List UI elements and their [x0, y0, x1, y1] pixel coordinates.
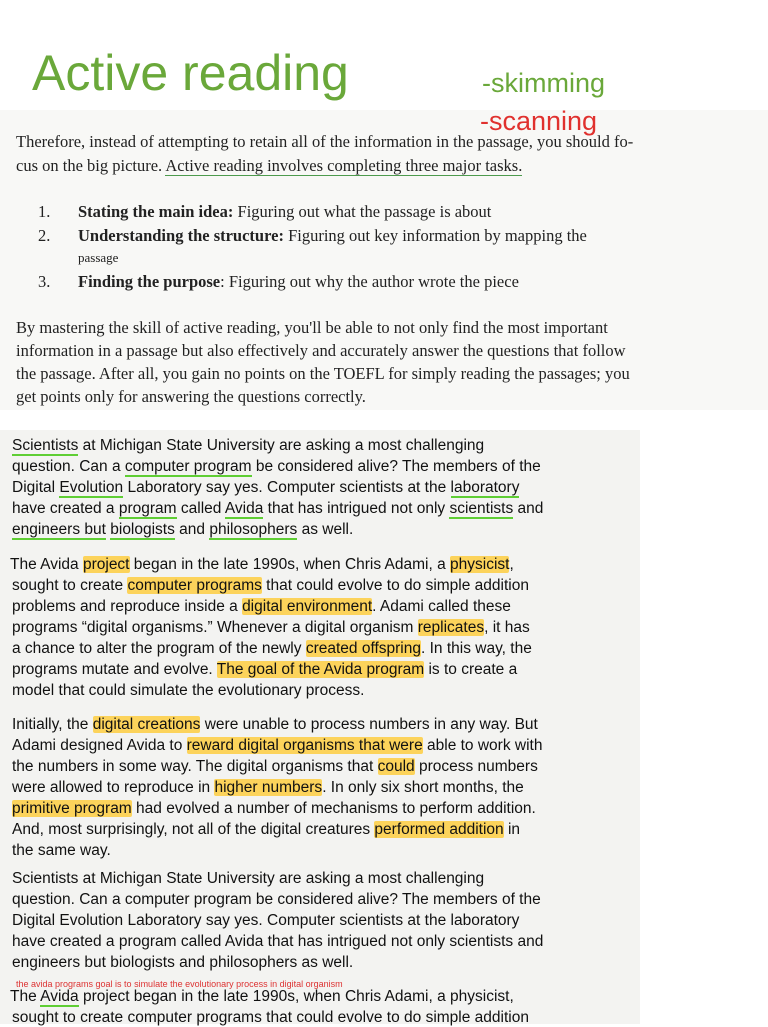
list-bold: Finding the purpose [78, 272, 221, 291]
list-item-1 [38, 202, 491, 222]
list-text: Figuring out key information by mapping the [283, 226, 587, 245]
p2-line-4: programs “digital organisms.” Whenever a digital organism replicates, it has [12, 619, 530, 636]
p4-line-2: question. Can a computer program be considered alive? The members of the [12, 891, 541, 908]
p2-line-5: a chance to alter the program of the newly created offspring. In this way, the [12, 640, 532, 657]
p1-line-5: engineers but biologists and philosophers as well. [12, 521, 354, 538]
hl-biologists: biologists [110, 521, 175, 538]
hl-higher-numbers: higher numbers [214, 779, 323, 796]
book-para-line-3: the passage. After all, you gain no points on the TOEFL for simply reading the passages; you [16, 364, 630, 383]
hl-evolution: Evolution [59, 479, 124, 496]
note-scanning: -scanning [480, 106, 598, 136]
list-item-2 [38, 226, 587, 246]
hl-philosophers: philosophers [209, 521, 298, 538]
hl-project: project [82, 556, 130, 573]
hl-performed-addition: performed addition [374, 821, 504, 838]
p4-line-5: engineers but biologists and philosophers as well. [12, 954, 354, 971]
list-bold: Understanding the structure: [78, 226, 284, 245]
list-item-3 [38, 272, 519, 292]
hl-avida-2: Avida [40, 988, 79, 1005]
hl-physicist: physicist [450, 556, 510, 573]
hl-engineers: engineers but [12, 521, 106, 538]
p1-line-3: Digital Evolution Laboratory say yes. Computer scientists at the laboratory [12, 479, 520, 496]
p3-line-3: the numbers in some way. The digital organisms that could process numbers [12, 758, 538, 775]
hl-laboratory: laboratory [450, 479, 520, 496]
list-bold: Stating the main idea: [78, 202, 234, 221]
p4-line-4: have created a program called Avida that has intrigued not only scientists and [12, 933, 544, 950]
book-para-line-4: get points only for answering the questions correctly. [16, 387, 366, 406]
list-num: 2. [38, 226, 51, 245]
hl-scientists: Scientists [12, 437, 79, 454]
p3-line-1: Initially, the digital creations were unable to process numbers in any way. But [12, 716, 538, 733]
hl-computer-program: computer program [124, 458, 252, 475]
hl-replicates: replicates [417, 619, 485, 636]
p3-line-4: were allowed to reproduce in higher numbers. In only six short months, the [12, 779, 524, 796]
hl-reward: reward digital organisms that were [186, 737, 423, 754]
p4-line-3: Digital Evolution Laboratory say yes. Computer scientists at the laboratory [12, 912, 520, 929]
book-line-2b: Active reading involves completing three major tasks. [165, 156, 523, 175]
p1-line-2: question. Can a computer program be considered alive? The members of the [12, 458, 541, 475]
book-line-2 [16, 156, 522, 176]
list-text: : Figuring out why the author wrote the piece [220, 272, 519, 291]
hl-digital-creations: digital creations [92, 716, 201, 733]
list-num: 3. [38, 272, 51, 291]
p3-line-2: Adami designed Avida to reward digital organisms that were able to work with [12, 737, 543, 754]
p2-line-2: sought to create computer programs that could evolve to do simple addition [12, 577, 529, 594]
p2-line-3: problems and reproduce inside a digital environment. Adami called these [12, 598, 511, 615]
p5-line-2: sought to create computer programs that could evolve to do simple addition [12, 1009, 529, 1026]
book-para-line-2: information in a passage but also effectively and accurately answer the questions that follow [16, 341, 626, 360]
p5-line-1: The Avida project began in the late 1990s, when Chris Adami, a physicist, [10, 988, 514, 1005]
book-line-1: Therefore, instead of attempting to retain all of the information in the passage, you should fo- [16, 132, 634, 151]
hl-digital-environment: digital environment [242, 598, 373, 615]
hl-could: could [377, 758, 415, 775]
hl-scientists-2: scientists [449, 500, 514, 517]
p2-line-1: The Avida project began in the late 1990s, when Chris Adami, a physicist, [10, 556, 514, 573]
hl-created-offspring: created offspring [305, 640, 421, 657]
book-line-2a: cus on the big picture. [16, 156, 166, 175]
book-para-line-1: By mastering the skill of active reading, you'll be able to not only find the most important [16, 318, 608, 337]
p3-line-5: primitive program had evolved a number of mechanisms to perform addition. [12, 800, 536, 817]
list-item-2-cont: passage [78, 250, 119, 265]
hl-avida: Avida [224, 500, 264, 517]
p2-line-6: programs mutate and evolve. The goal of the Avida program is to create a [12, 661, 518, 678]
p1-line-4: have created a program called Avida that has intrigued not only scientists and [12, 500, 544, 517]
hl-computer-programs: computer programs [127, 577, 262, 594]
hl-goal: The goal of the Avida program [216, 661, 425, 678]
note-skimming: -skimming [482, 68, 606, 98]
hl-program: program [118, 500, 177, 517]
p4-line-1: Scientists at Michigan State University are asking a most challenging [12, 870, 485, 887]
p3-line-6: And, most surprisingly, not all of the digital creatures performed addition in [12, 821, 521, 838]
hl-primitive-program: primitive program [12, 800, 132, 817]
p2-line-7: model that could simulate the evolutionary process. [12, 682, 365, 699]
p3-line-7: the same way. [12, 842, 111, 859]
page-title: Active reading [32, 45, 349, 101]
list-num: 1. [38, 202, 51, 221]
p1-line-1: Scientists at Michigan State University are asking a most challenging [12, 437, 485, 454]
handwritten-caption: the avida programs goal is to simulate the evolutionary process in digital organism [16, 979, 343, 989]
list-text: Figuring out what the passage is about [233, 202, 492, 221]
